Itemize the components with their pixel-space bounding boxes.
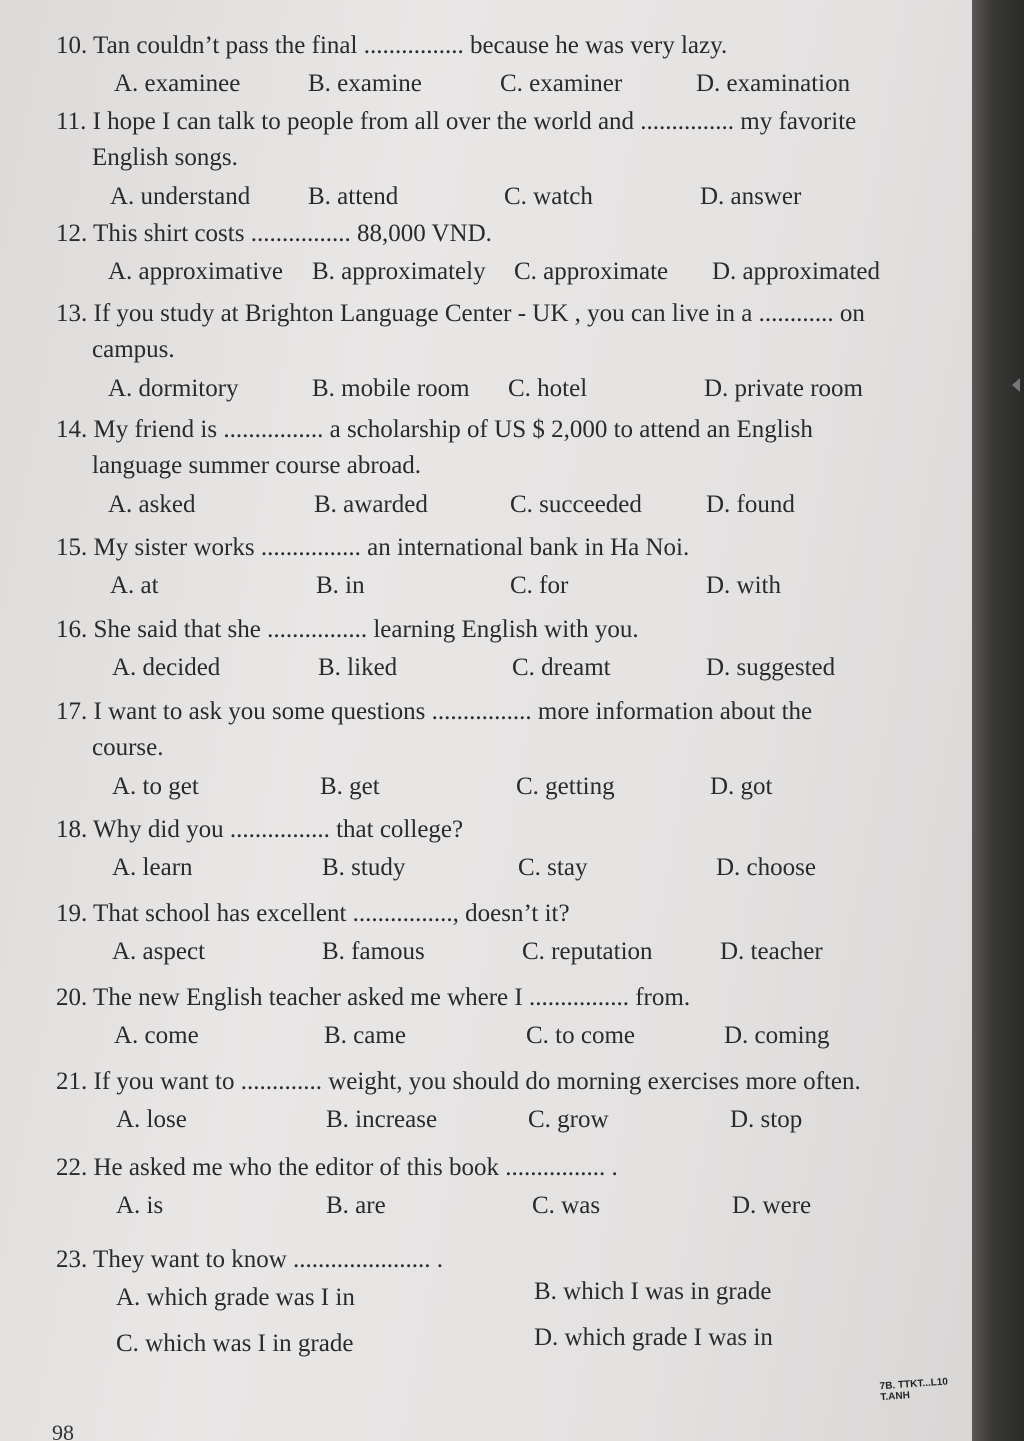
options-row — [56, 66, 961, 102]
question-stem: 17. I want to ask you some questions ................ more information about the — [56, 698, 813, 725]
page-edge-shadow — [972, 0, 1024, 1441]
option-c[interactable]: C. stay — [518, 854, 588, 882]
option-c[interactable]: C. was — [532, 1192, 601, 1220]
option-b[interactable]: B. came — [324, 1022, 406, 1050]
question-stem: 19. That school has excellent ................, doesn’t it? — [56, 900, 570, 927]
option-b[interactable]: B. in — [316, 572, 365, 600]
question-stem: 15. My sister works ................ an international bank in Ha Noi. — [56, 534, 690, 561]
option-b[interactable]: B. increase — [326, 1106, 438, 1134]
question-20 — [56, 980, 961, 1054]
options-row — [56, 1102, 961, 1138]
option-b[interactable]: B. awarded — [314, 490, 428, 518]
options-row — [56, 487, 961, 523]
option-d[interactable]: D. suggested — [706, 654, 836, 682]
option-d[interactable]: D. which grade I was in — [534, 1324, 773, 1352]
option-a[interactable]: A. which grade was I in — [116, 1284, 355, 1312]
question-stem: 23. They want to know ...................... . — [56, 1246, 444, 1273]
option-b[interactable]: B. get — [320, 772, 380, 800]
question-13 — [56, 296, 961, 407]
question-23 — [56, 1242, 961, 1362]
option-c[interactable]: C. approximate — [514, 258, 669, 286]
options-row — [56, 568, 961, 604]
option-c[interactable]: C. grow — [528, 1106, 609, 1134]
option-b[interactable]: B. which I was in grade — [534, 1278, 772, 1306]
option-d[interactable]: D. teacher — [720, 938, 823, 966]
option-c[interactable]: C. examiner — [500, 70, 623, 98]
option-a[interactable]: A. at — [110, 572, 159, 600]
question-22 — [56, 1150, 961, 1224]
option-b[interactable]: B. famous — [322, 938, 425, 966]
question-14 — [56, 412, 961, 523]
option-a[interactable]: A. come — [114, 1022, 199, 1050]
option-c[interactable]: C. dreamt — [512, 654, 611, 682]
question-12 — [56, 216, 961, 290]
option-a[interactable]: A. asked — [108, 490, 196, 518]
option-d[interactable]: D. coming — [724, 1022, 830, 1050]
option-d[interactable]: D. were — [732, 1192, 812, 1220]
question-stem-continued: course. — [92, 734, 164, 762]
question-15 — [56, 530, 961, 604]
question-10 — [56, 28, 961, 102]
question-11 — [56, 104, 961, 215]
options-row — [56, 769, 961, 805]
option-b[interactable]: B. examine — [308, 70, 422, 98]
question-stem: 22. He asked me who the editor of this book ................ . — [56, 1154, 618, 1181]
option-a[interactable]: A. learn — [112, 854, 193, 882]
option-c[interactable]: C. succeeded — [510, 490, 642, 518]
option-a[interactable]: A. lose — [116, 1106, 187, 1134]
options-row — [56, 371, 961, 407]
option-d[interactable]: D. stop — [730, 1106, 803, 1134]
options-row — [56, 934, 961, 970]
options-row — [56, 254, 961, 290]
option-d[interactable]: D. approximated — [712, 258, 881, 286]
option-a[interactable]: A. to get — [112, 772, 199, 800]
question-stem: 12. This shirt costs ................ 88,000 VND. — [56, 220, 492, 247]
option-a[interactable]: A. understand — [110, 182, 251, 210]
question-stem: 16. She said that she ................ learning English with you. — [56, 616, 639, 643]
question-17 — [56, 694, 961, 805]
option-a[interactable]: A. decided — [112, 654, 221, 682]
options-row — [56, 650, 961, 686]
question-21 — [56, 1064, 961, 1138]
option-c[interactable]: C. to come — [526, 1022, 636, 1050]
page-number: 98 — [52, 1420, 74, 1441]
option-a[interactable]: A. dormitory — [108, 374, 239, 402]
option-a[interactable]: A. aspect — [112, 938, 206, 966]
question-18 — [56, 812, 961, 886]
question-stem: 14. My friend is ................ a scholarship of US $ 2,000 to attend an English — [56, 416, 813, 443]
option-b[interactable]: B. are — [326, 1192, 386, 1220]
option-b[interactable]: B. mobile room — [312, 374, 470, 402]
option-b[interactable]: B. attend — [308, 182, 399, 210]
option-c[interactable]: C. watch — [504, 182, 593, 210]
option-d[interactable]: D. with — [706, 572, 781, 600]
question-stem: 11. I hope I can talk to people from all over the world and ............... my favorite — [56, 108, 857, 135]
option-d[interactable]: D. private room — [704, 374, 863, 402]
options-row — [56, 1322, 961, 1362]
question-stem: 21. If you want to ............. weight, you should do morning exercises more often. — [56, 1068, 861, 1095]
question-16 — [56, 612, 961, 686]
option-c[interactable]: C. hotel — [508, 374, 588, 402]
options-row — [56, 1280, 961, 1320]
option-a[interactable]: A. is — [116, 1192, 164, 1220]
option-d[interactable]: D. choose — [716, 854, 816, 882]
option-d[interactable]: D. answer — [700, 182, 802, 210]
option-a[interactable]: A. approximative — [108, 258, 283, 286]
option-b[interactable]: B. study — [322, 854, 406, 882]
question-stem-continued: campus. — [92, 336, 175, 364]
options-row — [56, 1018, 961, 1054]
option-c[interactable]: C. for — [510, 572, 569, 600]
question-stem-continued: English songs. — [92, 144, 238, 172]
option-c[interactable]: C. getting — [516, 772, 615, 800]
option-b[interactable]: B. liked — [318, 654, 398, 682]
question-stem: 18. Why did you ................ that college? — [56, 816, 464, 843]
option-b[interactable]: B. approximately — [312, 258, 486, 286]
footer-code: 7B. TTKT...L10 T.ANH — [879, 1376, 949, 1404]
options-row — [56, 850, 961, 886]
question-stem-continued: language summer course abroad. — [92, 452, 422, 480]
option-a[interactable]: A. examinee — [114, 70, 241, 98]
question-stem: 13. If you study at Brighton Language Center - UK , you can live in a ............ on — [56, 300, 865, 327]
option-c[interactable]: C. reputation — [522, 938, 653, 966]
option-d[interactable]: D. found — [706, 490, 795, 518]
question-stem: 20. The new English teacher asked me where I ................ from. — [56, 984, 691, 1011]
options-row — [56, 179, 961, 215]
question-stem: 10. Tan couldn’t pass the final ................ because he was very lazy. — [56, 32, 728, 59]
option-c[interactable]: C. which was I in grade — [116, 1330, 354, 1358]
margin-arrow-icon — [1012, 378, 1020, 392]
options-row — [56, 1188, 961, 1224]
option-d[interactable]: D. examination — [696, 70, 851, 98]
question-19 — [56, 896, 961, 970]
option-d[interactable]: D. got — [710, 772, 773, 800]
